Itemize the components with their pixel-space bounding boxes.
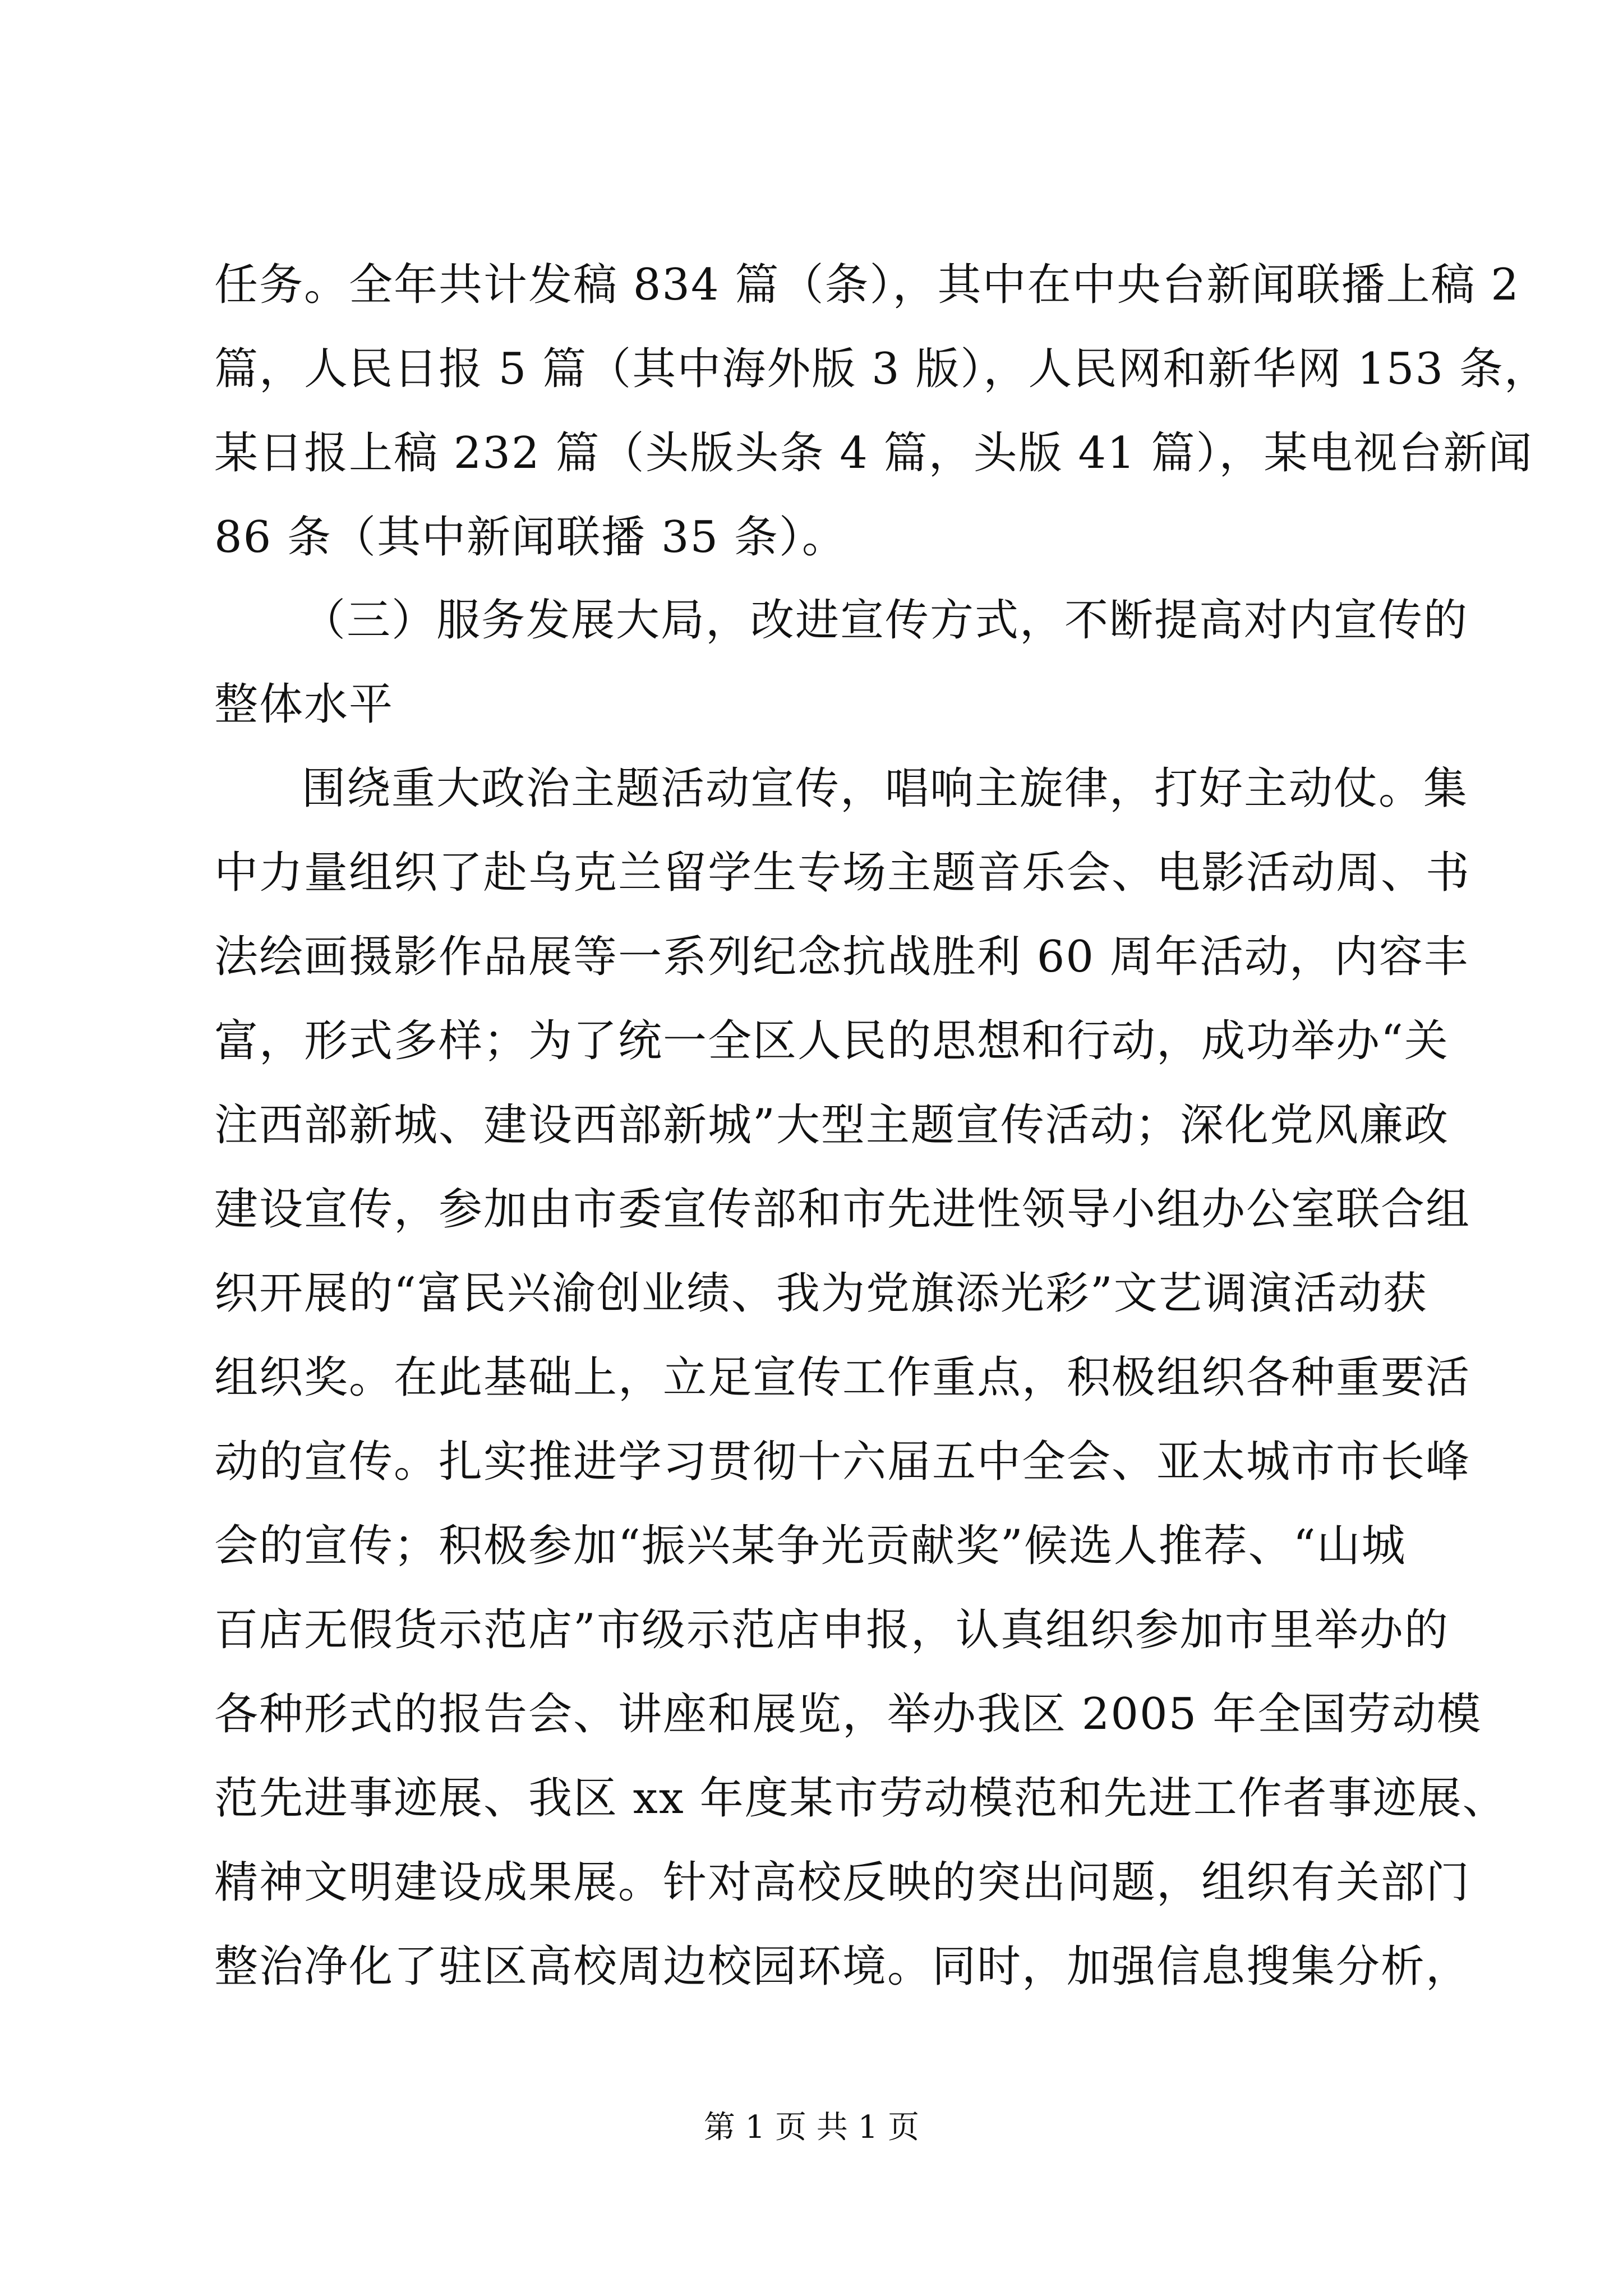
paragraph-line: 中力量组织了赴乌克兰留学生专场主题音乐会、电影活动周、书 (214, 848, 1471, 898)
paragraph-line: 整治净化了驻区高校周边校园环境。同时，加强信息搜集分析， (214, 1941, 1471, 1992)
paragraph-line: 篇，人民日报 5 篇（其中海外版 3 版），人民网和新华网 153 条， (214, 344, 1549, 394)
paragraph-line: 百店无假货示范店”市级示范店申报，认真组织参加市里举办的 (214, 1605, 1449, 1655)
paragraph-line: 任务。全年共计发稿 834 篇（条），其中在中央台新闻联播上稿 2 (214, 260, 1520, 310)
paragraph-line: 法绘画摄影作品展等一系列纪念抗战胜利 60 周年活动，内容丰 (214, 932, 1469, 982)
paragraph-line: 某日报上稿 232 篇（头版头条 4 篇，头版 41 篇），某电视台新闻 (214, 428, 1533, 478)
paragraph-line: 织开展的“富民兴渝创业绩、我为党旗添光彩”文艺调演活动获 (214, 1268, 1428, 1319)
paragraph-line: 范先进事迹展、我区 xx 年度某市劳动模范和先进工作者事迹展、 (214, 1773, 1507, 1824)
paragraph-line: 注西部新城、建设西部新城”大型主题宣传活动；深化党风廉政 (214, 1100, 1449, 1151)
paragraph-line: 各种形式的报告会、讲座和展览，举办我区 2005 年全国劳动模 (214, 1689, 1482, 1740)
paragraph-line: 组织奖。在此基础上，立足宣传工作重点，积极组织各种重要活 (214, 1352, 1471, 1403)
paragraph-line: 建设宣传，参加由市委宣传部和市先进性领导小组办公室联合组 (214, 1184, 1471, 1235)
section-heading-line: （三）服务发展大局，改进宣传方式，不断提高对内宣传的 (302, 595, 1469, 646)
paragraph-line: 围绕重大政治主题活动宣传，唱响主旋律，打好主动仗。集 (302, 763, 1469, 814)
paragraph-line: 86 条（其中新闻联播 35 条）。 (214, 512, 847, 563)
paragraph-line: 会的宣传；积极参加“振兴某争光贡献奖”候选人推荐、“山城 (214, 1521, 1407, 1571)
paragraph-line: 精神文明建设成果展。针对高校反映的突出问题，组织有关部门 (214, 1857, 1471, 1908)
section-heading-line: 整体水平 (214, 679, 394, 730)
paragraph-line: 动的宣传。扎实推进学习贯彻十六届五中全会、亚太城市市长峰 (214, 1437, 1471, 1487)
paragraph-line: 富，形式多样；为了统一全区人民的思想和行动，成功举办“关 (214, 1016, 1449, 1066)
page-number-footer: 第 1 页 共 1 页 (703, 2109, 920, 2146)
